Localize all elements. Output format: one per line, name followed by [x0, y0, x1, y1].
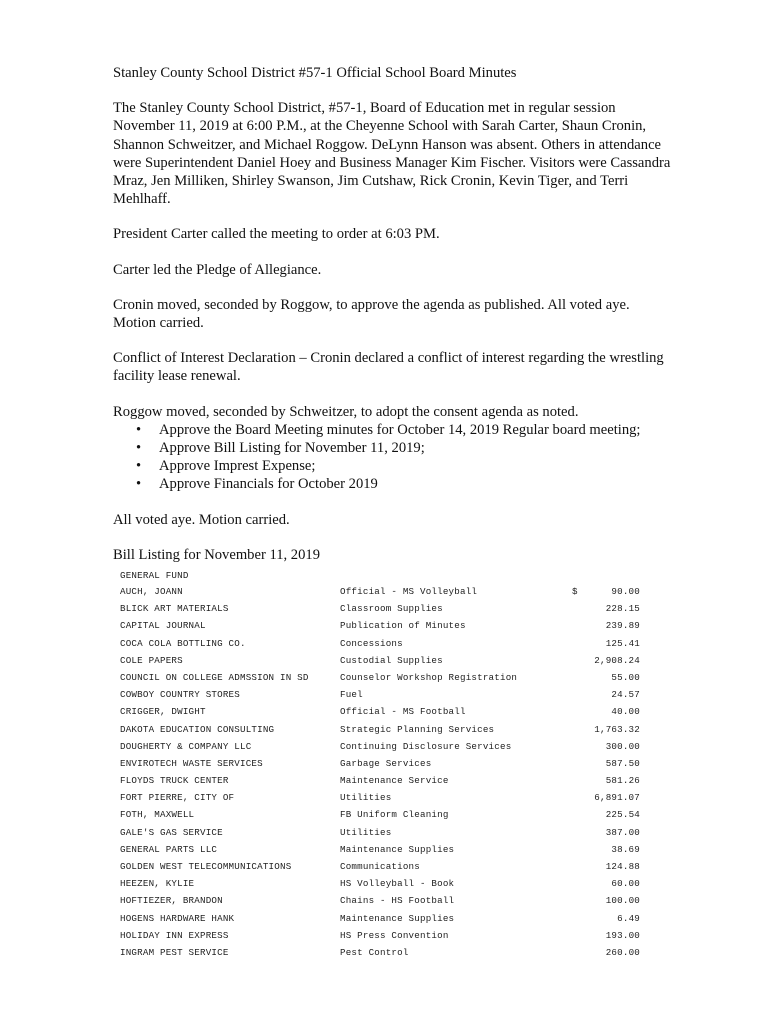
- pledge-paragraph: Carter led the Pledge of Allegiance.: [113, 261, 322, 278]
- description-cell: Utilities: [340, 792, 392, 804]
- table-row: [120, 755, 650, 772]
- vendor-cell: COUNCIL ON COLLEGE ADMSSION IN SD: [120, 671, 309, 683]
- vendor-cell: HOFTIEZER, BRANDON: [120, 895, 223, 907]
- vendor-cell: FLOYDS TRUCK CENTER: [120, 775, 229, 787]
- vendor-cell: GOLDEN WEST TELECOMMUNICATIONS: [120, 861, 292, 872]
- table-row: [120, 703, 650, 720]
- table-row: [120, 583, 650, 600]
- vendor-cell: COCA COLA BOTTLING CO.: [120, 637, 246, 649]
- description-cell: Utilities: [340, 826, 392, 838]
- amount-cell: 2,908.24: [594, 654, 640, 666]
- amount-cell: 55.00: [611, 671, 640, 683]
- bill-listing-table: [120, 569, 650, 961]
- currency-symbol: $: [572, 586, 578, 597]
- vendor-cell: HEEZEN, KYLIE: [120, 878, 195, 890]
- call-to-order-paragraph: President Carter called the meeting to order at 6:03 PM.: [113, 226, 440, 243]
- table-row: [120, 824, 650, 841]
- vendor-cell: FORT PIERRE, CITY OF: [120, 792, 235, 804]
- table-row: [120, 892, 650, 909]
- list-item: • Approve Financials for October 2019: [136, 475, 673, 493]
- amount-cell: 100.00: [605, 895, 640, 907]
- minutes-document: [113, 64, 673, 564]
- amount-cell: 300.00: [605, 740, 640, 752]
- description-cell: Maintenance Supplies: [340, 912, 455, 924]
- vendor-cell: GENERAL PARTS LLC: [120, 843, 218, 855]
- vendor-cell: ENVIROTECH WASTE SERVICES: [120, 757, 263, 769]
- list-item: • Approve Imprest Expense;: [136, 457, 673, 475]
- table-row: [120, 858, 650, 875]
- vendor-cell: FOTH, MAXWELL: [120, 809, 195, 821]
- amount-cell: 6,891.07: [594, 792, 640, 804]
- description-cell: Strategic Planning Services: [340, 723, 495, 735]
- amount-cell: 38.69: [611, 843, 640, 855]
- amount-cell: 60.00: [611, 878, 640, 890]
- amount-cell: 1,763.32: [594, 723, 640, 735]
- table-row: [120, 635, 650, 652]
- document-title: Stanley County School District #57-1 Official School Board Minutes: [113, 65, 517, 81]
- list-item: • Approve Bill Listing for November 11, 2019;: [136, 439, 673, 457]
- amount-cell: 260.00: [605, 946, 640, 958]
- bill-rows: [120, 583, 650, 961]
- vendor-cell: GALE'S GAS SERVICE: [120, 826, 223, 838]
- amount-cell: 124.88: [605, 861, 640, 872]
- description-cell: Official - MS Volleyball: [340, 586, 478, 597]
- amount-cell: 90.00: [611, 586, 640, 597]
- description-cell: Maintenance Service: [340, 775, 449, 787]
- amount-cell: 587.50: [605, 757, 640, 769]
- vendor-cell: CRIGGER, DWIGHT: [120, 706, 206, 718]
- table-row: [120, 806, 650, 823]
- description-cell: Communications: [340, 861, 420, 872]
- description-cell: Maintenance Supplies: [340, 843, 455, 855]
- table-row: [120, 944, 650, 961]
- table-row: [120, 789, 650, 806]
- description-cell: HS Volleyball - Book: [340, 878, 455, 890]
- attendance-paragraph: The Stanley County School District, #57-1, Board of Education met in regular session November 11, 2019 at 6:00 P.M., at the Cheyenne School with Sarah Carter, Shaun Cronin, Shannon Schweitzer, and Michael Roggow. DeLynn Hanson was absent. Others in attendance were Superintendent Daniel Hoey and Business Manager Kim Fischer. Visitors were Cassandra Mraz, Jen Milliken, Shirley Swanson, Jim Cutshaw, Rick Cronin, Kevin Tiger, and Terri Mehlhaff.: [113, 100, 671, 208]
- description-cell: Counselor Workshop Registration: [340, 671, 518, 683]
- description-cell: Continuing Disclosure Services: [340, 740, 512, 752]
- vendor-cell: HOGENS HARDWARE HANK: [120, 912, 235, 924]
- vote-result-paragraph: All voted aye. Motion carried.: [113, 511, 290, 528]
- vendor-cell: BLICK ART MATERIALS: [120, 603, 229, 615]
- vendor-cell: DAKOTA EDUCATION CONSULTING: [120, 723, 275, 735]
- amount-cell: 239.89: [605, 620, 640, 632]
- bill-listing-heading: Bill Listing for November 11, 2019: [113, 546, 320, 563]
- table-row: [120, 669, 650, 686]
- vendor-cell: AUCH, JOANN: [120, 586, 183, 597]
- amount-cell: 24.57: [611, 689, 640, 701]
- table-row: [120, 910, 650, 927]
- vendor-cell: HOLIDAY INN EXPRESS: [120, 929, 229, 941]
- consent-agenda-section: [113, 403, 673, 494]
- description-cell: Pest Control: [340, 946, 409, 958]
- amount-cell: 581.26: [605, 775, 640, 787]
- vendor-cell: CAPITAL JOURNAL: [120, 620, 206, 632]
- table-row: [120, 772, 650, 789]
- conflict-of-interest-paragraph: Conflict of Interest Declaration – Cronin declared a conflict of interest regarding the wrestling facility lease renewal.: [113, 350, 664, 385]
- list-item: • Approve the Board Meeting minutes for October 14, 2019 Regular board meeting;: [136, 421, 673, 439]
- description-cell: Custodial Supplies: [340, 654, 443, 666]
- table-row: [120, 738, 650, 755]
- description-cell: Publication of Minutes: [340, 620, 466, 632]
- description-cell: HS Press Convention: [340, 929, 449, 941]
- agenda-motion-paragraph: Cronin moved, seconded by Roggow, to approve the agenda as published. All voted aye. Motion carried.: [113, 296, 630, 332]
- amount-cell: 125.41: [605, 637, 640, 649]
- table-row: [120, 686, 650, 703]
- description-cell: Official - MS Football: [340, 706, 466, 718]
- amount-cell: 228.15: [605, 603, 640, 615]
- table-row: [120, 617, 650, 634]
- description-cell: Chains - HS Football: [340, 895, 455, 907]
- amount-cell: 40.00: [611, 706, 640, 718]
- vendor-cell: INGRAM PEST SERVICE: [120, 946, 229, 958]
- vendor-cell: COLE PAPERS: [120, 654, 183, 666]
- table-row: [120, 721, 650, 738]
- description-cell: FB Uniform Cleaning: [340, 809, 449, 821]
- consent-agenda-list: [113, 421, 673, 494]
- table-row: [120, 600, 650, 617]
- table-row: [120, 652, 650, 669]
- consent-agenda-intro: Roggow moved, seconded by Schweitzer, to adopt the consent agenda as noted.: [113, 403, 579, 420]
- description-cell: Concessions: [340, 637, 403, 649]
- amount-cell: 225.54: [605, 809, 640, 821]
- description-cell: Garbage Services: [340, 757, 432, 769]
- amount-cell: 387.00: [605, 826, 640, 838]
- table-row: [120, 875, 650, 892]
- table-row: [120, 841, 650, 858]
- fund-label: GENERAL FUND: [120, 570, 189, 581]
- vendor-cell: COWBOY COUNTRY STORES: [120, 689, 240, 701]
- amount-cell: 193.00: [605, 929, 640, 941]
- amount-cell: 6.49: [617, 912, 640, 924]
- description-cell: Classroom Supplies: [340, 603, 443, 615]
- table-row: [120, 927, 650, 944]
- vendor-cell: DOUGHERTY & COMPANY LLC: [120, 740, 252, 752]
- description-cell: Fuel: [340, 689, 363, 701]
